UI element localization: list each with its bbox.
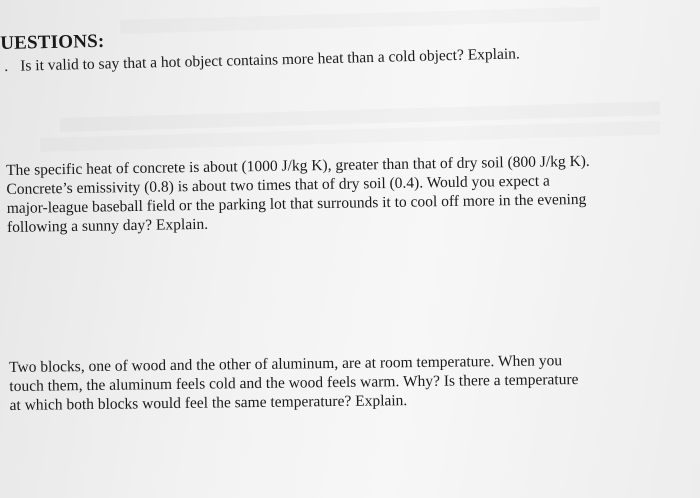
question-3-line: Two blocks, one of wood and the other of aluminum, are at room temperature. When you: [9, 352, 563, 376]
question-1-number: .: [4, 57, 9, 75]
question-1-text: Is it valid to say that a hot object contains more heat than a cold object? Explain.: [20, 45, 521, 75]
question-2-line: following a sunny day? Explain.: [6, 215, 209, 236]
question-3-line: at which both blocks would feel the same temperature? Explain.: [9, 392, 408, 414]
question-2-line: The specific heat of concrete is about (1000 J/kg K), greater than that of dry soil (800 J/kg K).: [6, 152, 590, 179]
question-2-line: Concrete’s emissivity (0.8) is about two times that of dry soil (0.4). Would you expect a: [6, 172, 550, 198]
question-3: [9, 350, 694, 415]
question-2-line: major-league baseball field or the parking lot that surrounds it to cool off more in the evening: [6, 190, 587, 217]
bleed-through-texture: [120, 7, 600, 34]
question-2: [6, 150, 691, 237]
question-3-line: touch them, the aluminum feels cold and the wood feels warm. Why? Is there a temperature: [9, 371, 579, 395]
section-heading: UESTIONS:: [0, 30, 105, 54]
